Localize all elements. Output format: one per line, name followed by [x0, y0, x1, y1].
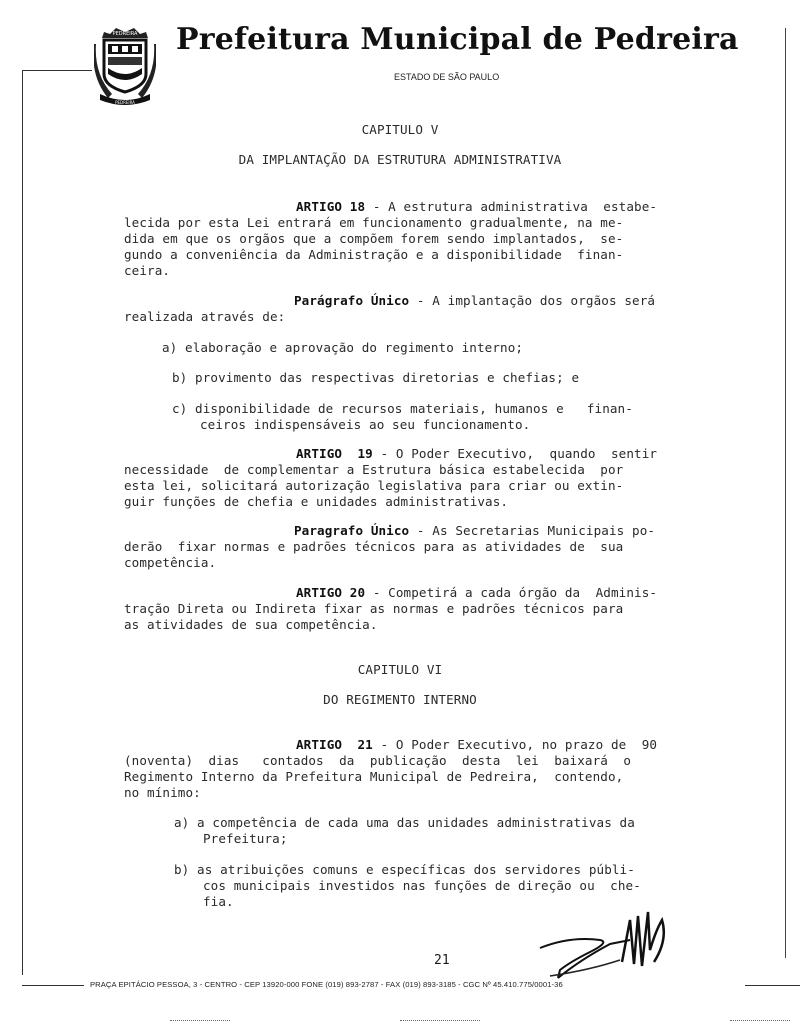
paragraph-18-item-c-line-2: ceiros indispensáveis ao seu funcionamento.: [200, 417, 531, 432]
article-20-line-3: as atividades de sua competência.: [124, 617, 378, 632]
article-21-line-2: (noventa) dias contados da publicação desta lei baixará o: [124, 753, 632, 768]
article-21-item-b-line-3: fia.: [203, 894, 234, 909]
frame-line-bottom-right: [745, 985, 800, 986]
article-19-line-3: esta lei, solicitará autorização legislativa para criar ou extin-: [124, 478, 624, 493]
article-21-item-a-line-1: a) a competência de cada uma das unidades administrativas da: [174, 815, 635, 830]
article-18-line-1: ARTIGO 18 - A estrutura administrativa estabe-: [296, 199, 658, 214]
article-19-label: ARTIGO 19: [296, 446, 373, 461]
article-20-label: ARTIGO 20: [296, 585, 366, 600]
paragraph-18-item-b: b) provimento das respectivas diretorias e chefias; e: [172, 370, 580, 385]
article-21-line-3: Regimento Interno da Prefeitura Municipal de Pedreira, contendo,: [124, 769, 624, 784]
article-20-line-1: ARTIGO 20 - Competirá a cada órgão da Adminis-: [296, 585, 658, 600]
paragraph-19-label: Paragrafo Único: [294, 523, 410, 538]
article-18-line-5: ceira.: [124, 263, 171, 278]
paragraph-19-line-2: derão fixar normas e padrões técnicos para as atividades de sua: [124, 539, 624, 554]
chapter-5-heading: CAPITULO V: [361, 122, 439, 137]
paragraph-19-line-1: Paragrafo Único - As Secretarias Municipais po-: [294, 523, 656, 538]
article-19-line-4: guir funções de chefia e unidades administrativas.: [124, 494, 509, 509]
article-21-line-4: no mínimo:: [124, 785, 201, 800]
frame-line-bottom-left: [22, 985, 84, 986]
article-21-item-b-line-2: cos municipais investidos nas funções de direção ou che-: [203, 878, 641, 893]
paragraph-19-line-3: competência.: [124, 555, 217, 570]
paragraph-18-label: Parágrafo Único: [294, 293, 410, 308]
article-21-item-b-line-1: b) as atribuições comuns e específicas dos servidores públi-: [174, 862, 635, 877]
article-18-label: ARTIGO 18: [296, 199, 366, 214]
article-21-line-1: ARTIGO 21 - O Poder Executivo, no prazo de 90: [296, 737, 658, 752]
chapter-6-title: DO REGIMENTO INTERNO: [323, 692, 477, 707]
svg-text:PEDREIRA: PEDREIRA: [115, 100, 135, 105]
article-19-line-2: necessidade de complementar a Estrutura básica estabelecida por: [124, 462, 624, 477]
article-21-item-a-line-2: Prefeitura;: [203, 831, 288, 846]
article-19-line-1: ARTIGO 19 - O Poder Executivo, quando sentir: [296, 446, 658, 461]
page-title: Prefeitura Municipal de Pedreira: [176, 22, 739, 57]
article-18-line-3: dida em que os orgãos que a compõem forem sendo implantados, se-: [124, 231, 624, 246]
page-number: 21: [434, 953, 450, 968]
frame-line-left: [22, 70, 23, 975]
footer-address: PRAÇA EPITÁCIO PESSOA, 3 - CENTRO - CEP 13920-000 FONE (019) 893-2787 - FAX (019) 893-3185 - CGC Nº 45.410.775/0001-36: [90, 980, 563, 989]
paragraph-18-line-1: Parágrafo Único - A implantação dos orgãos será: [294, 293, 656, 308]
svg-text:PEDREIRA: PEDREIRA: [112, 31, 138, 37]
coat-of-arms-icon: [94, 24, 156, 106]
scan-mark-1: [170, 1020, 230, 1021]
scan-mark-2: [400, 1020, 480, 1021]
chapter-6-heading: CAPITULO VI: [357, 662, 443, 677]
chapter-5-title: DA IMPLANTAÇÃO DA ESTRUTURA ADMINISTRATIVA: [238, 152, 562, 167]
article-18-line-4: gundo a conveniência da Administração e a disponibilidade finan-: [124, 247, 624, 262]
article-18-line-2: lecida por esta Lei entrará em funcionamento gradualmente, na me-: [124, 215, 624, 230]
frame-line-right: [785, 28, 786, 958]
paragraph-18-item-c-line-1: c) disponibilidade de recursos materiais, humanos e finan-: [172, 401, 633, 416]
paragraph-18-item-a: a) elaboração e aprovação do regimento interno;: [162, 340, 524, 355]
signature-icon: [530, 900, 710, 990]
scan-mark-3: [730, 1020, 790, 1021]
paragraph-18-line-2: realizada através de:: [124, 309, 286, 324]
state-subtitle: ESTADO DE SÃO PAULO: [394, 72, 500, 82]
frame-line-top: [22, 70, 92, 71]
article-20-line-2: tração Direta ou Indireta fixar as normas e padrões técnicos para: [124, 601, 624, 616]
article-21-label: ARTIGO 21: [296, 737, 373, 752]
